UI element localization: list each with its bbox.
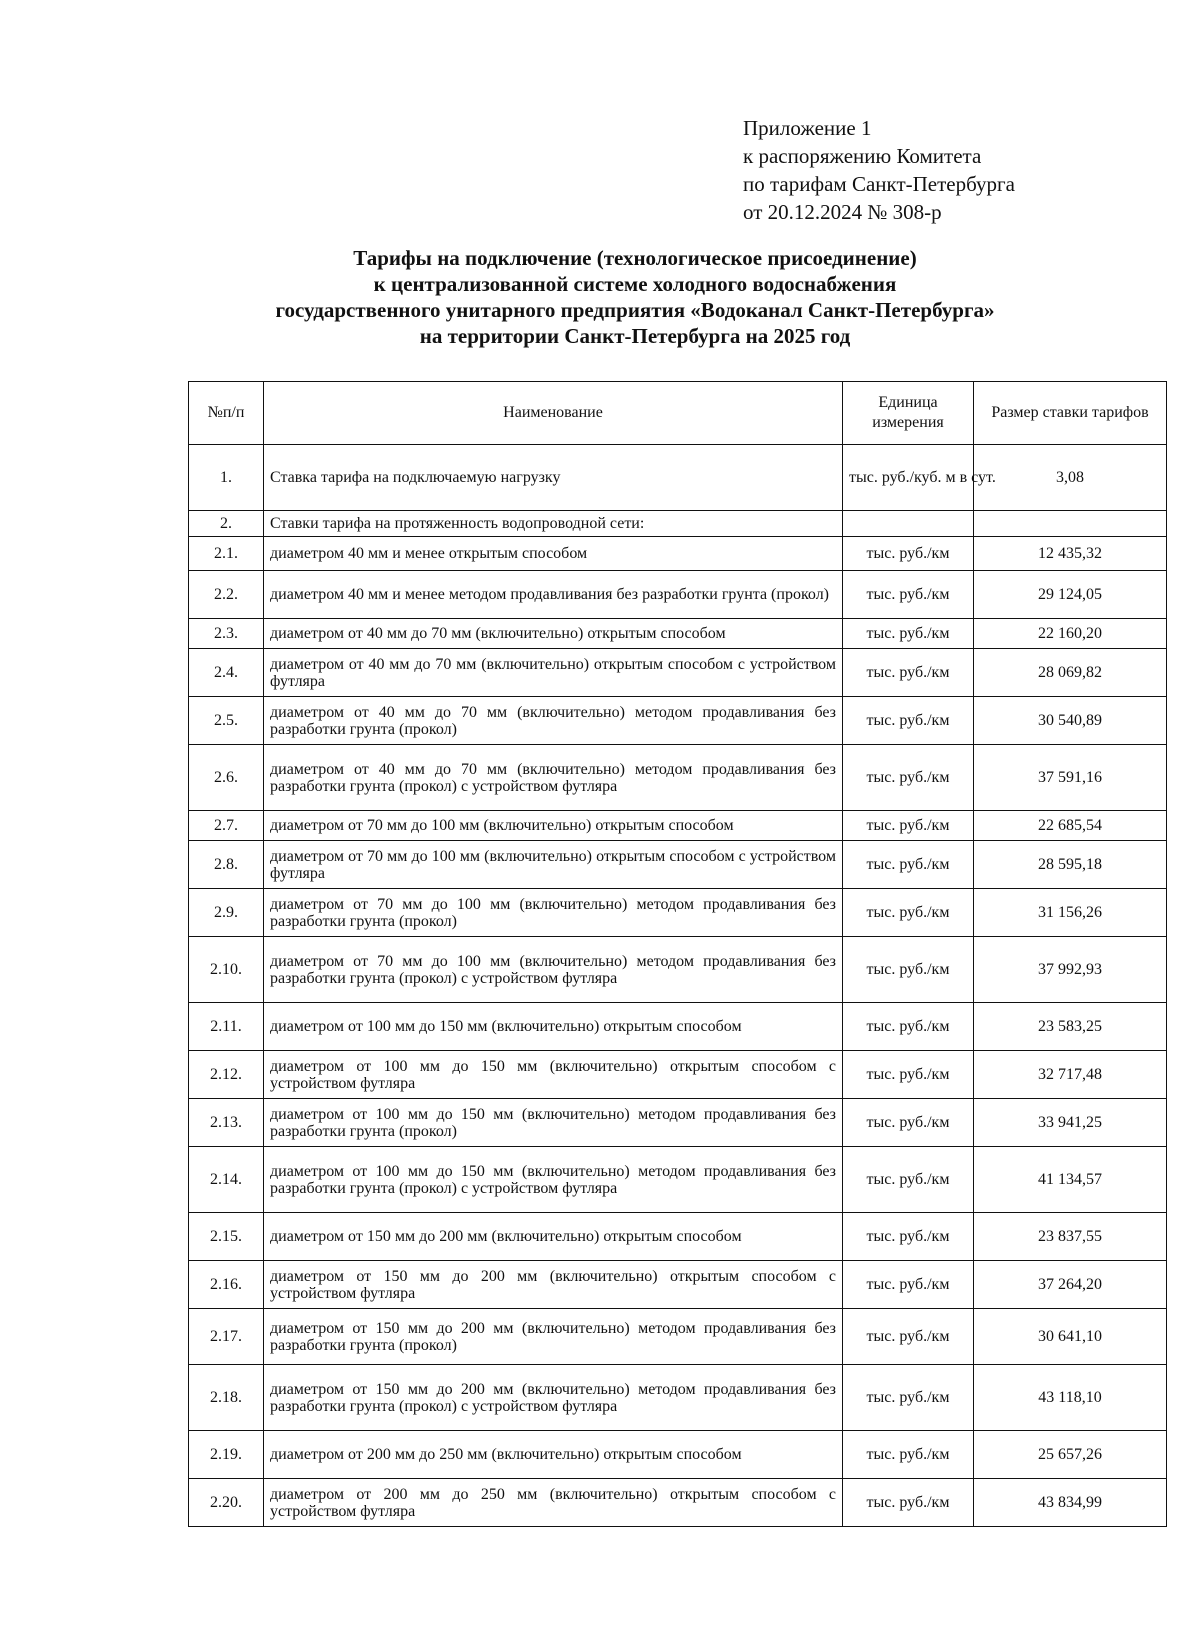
row-number: 2.9.: [189, 889, 264, 937]
row-value: 22 160,20: [974, 619, 1167, 649]
row-value: 31 156,26: [974, 889, 1167, 937]
row-number: 2.8.: [189, 841, 264, 889]
table-row: [189, 1099, 1167, 1147]
appendix-line: Приложение 1: [743, 116, 872, 140]
row-number: 2.19.: [189, 1431, 264, 1479]
table-body: [189, 445, 1167, 1527]
row-name: диаметром от 70 мм до 100 мм (включительно) открытым способом с устройством футляра: [264, 841, 843, 889]
header-name: Наименование: [264, 382, 843, 445]
table-row: [189, 619, 1167, 649]
row-name: диаметром от 40 мм до 70 мм (включительно) методом продавливания без разработки грунта (прокол): [264, 697, 843, 745]
row-value: 12 435,32: [974, 537, 1167, 571]
row-name: диаметром от 40 мм до 70 мм (включительно) методом продавливания без разработки грунта (прокол) с устройством футляра: [264, 745, 843, 811]
row-number: 2.13.: [189, 1099, 264, 1147]
row-name: диаметром от 150 мм до 200 мм (включительно) методом продавливания без разработки грунта (прокол) с устройством футляра: [264, 1365, 843, 1431]
row-value: 43 118,10: [974, 1365, 1167, 1431]
table-row: [189, 1309, 1167, 1365]
table-row: [189, 649, 1167, 697]
row-unit: тыс. руб./км: [843, 1147, 974, 1213]
table-row: [189, 811, 1167, 841]
row-unit: тыс. руб./км: [843, 1051, 974, 1099]
row-value: 41 134,57: [974, 1147, 1167, 1213]
table-row: [189, 1147, 1167, 1213]
row-name: диаметром от 40 мм до 70 мм (включительно) открытым способом: [264, 619, 843, 649]
row-unit: тыс. руб./км: [843, 571, 974, 619]
row-unit: тыс. руб./км: [843, 1431, 974, 1479]
row-unit: тыс. руб./км: [843, 937, 974, 1003]
row-value: 23 583,25: [974, 1003, 1167, 1051]
row-value: [974, 511, 1167, 537]
row-number: 2.16.: [189, 1261, 264, 1309]
row-number: 2.5.: [189, 697, 264, 745]
row-value: 30 540,89: [974, 697, 1167, 745]
row-value: 37 264,20: [974, 1261, 1167, 1309]
row-number: 2.15.: [189, 1213, 264, 1261]
row-unit: тыс. руб./км: [843, 1003, 974, 1051]
row-name: диаметром 40 мм и менее методом продавливания без разработки грунта (прокол): [264, 571, 843, 619]
title-line: Тарифы на подключение (технологическое присоединение): [353, 246, 917, 270]
row-name: диаметром от 40 мм до 70 мм (включительно) открытым способом с устройством футляра: [264, 649, 843, 697]
row-value: 23 837,55: [974, 1213, 1167, 1261]
row-name: диаметром от 100 мм до 150 мм (включительно) методом продавливания без разработки грунта (прокол): [264, 1099, 843, 1147]
document-title: [190, 245, 1080, 349]
row-value: 28 069,82: [974, 649, 1167, 697]
tariffs-table: [188, 381, 1167, 1527]
row-value: 37 591,16: [974, 745, 1167, 811]
row-number: 2.7.: [189, 811, 264, 841]
row-value: 30 641,10: [974, 1309, 1167, 1365]
row-unit: тыс. руб./км: [843, 537, 974, 571]
row-number: 2.18.: [189, 1365, 264, 1431]
table-row: [189, 1365, 1167, 1431]
title-line: на территории Санкт-Петербурга на 2025 год: [419, 324, 851, 348]
row-value: 43 834,99: [974, 1479, 1167, 1527]
row-name: диаметром от 200 мм до 250 мм (включительно) открытым способом: [264, 1431, 843, 1479]
row-unit: [843, 511, 974, 537]
row-number: 2.2.: [189, 571, 264, 619]
row-unit: тыс. руб./км: [843, 745, 974, 811]
row-value: 32 717,48: [974, 1051, 1167, 1099]
title-line: государственного унитарного предприятия «Водоканал Санкт-Петербурга»: [275, 298, 995, 322]
row-value: 29 124,05: [974, 571, 1167, 619]
header-num: №п/п: [189, 382, 264, 445]
row-unit: тыс. руб./км: [843, 841, 974, 889]
row-name: диаметром от 150 мм до 200 мм (включительно) методом продавливания без разработки грунта (прокол): [264, 1309, 843, 1365]
row-name: Ставка тарифа на подключаемую нагрузку: [264, 445, 843, 511]
row-name: диаметром от 150 мм до 200 мм (включительно) открытым способом с устройством футляра: [264, 1261, 843, 1309]
row-number: 2.6.: [189, 745, 264, 811]
row-unit: тыс. руб./км: [843, 1099, 974, 1147]
row-number: 2.: [189, 511, 264, 537]
appendix-line: от 20.12.2024 № 308-р: [743, 200, 942, 224]
row-unit: тыс. руб./км: [843, 811, 974, 841]
row-number: 2.11.: [189, 1003, 264, 1051]
row-unit: тыс. руб./км: [843, 697, 974, 745]
row-number: 2.3.: [189, 619, 264, 649]
table-row: [189, 1213, 1167, 1261]
row-number: 2.20.: [189, 1479, 264, 1527]
row-name: диаметром 40 мм и менее открытым способом: [264, 537, 843, 571]
row-value: 33 941,25: [974, 1099, 1167, 1147]
row-unit: тыс. руб./куб. м в сут.: [843, 445, 974, 511]
table-row: [189, 1003, 1167, 1051]
row-number: 1.: [189, 445, 264, 511]
row-value: 3,08: [974, 445, 1167, 511]
row-name: диаметром от 200 мм до 250 мм (включительно) открытым способом с устройством футляра: [264, 1479, 843, 1527]
table-row: [189, 889, 1167, 937]
row-number: 2.1.: [189, 537, 264, 571]
table-row: [189, 1479, 1167, 1527]
table-row: [189, 537, 1167, 571]
row-number: 2.4.: [189, 649, 264, 697]
table-row: [189, 1261, 1167, 1309]
row-unit: тыс. руб./км: [843, 1365, 974, 1431]
header-value: Размер ставки тарифов: [974, 382, 1167, 445]
row-unit: тыс. руб./км: [843, 1479, 974, 1527]
table-row: [189, 697, 1167, 745]
appendix-line: к распоряжению Комитета: [743, 144, 982, 168]
table-row: [189, 745, 1167, 811]
title-line: к централизованной системе холодного водоснабжения: [373, 272, 897, 296]
row-name: диаметром от 100 мм до 150 мм (включительно) открытым способом с устройством футляра: [264, 1051, 843, 1099]
table-row: [189, 445, 1167, 511]
row-unit: тыс. руб./км: [843, 619, 974, 649]
appendix-reference: [743, 114, 1015, 226]
row-number: 2.10.: [189, 937, 264, 1003]
row-number: 2.12.: [189, 1051, 264, 1099]
table-row: [189, 1051, 1167, 1099]
row-value: 28 595,18: [974, 841, 1167, 889]
row-name: диаметром от 70 мм до 100 мм (включительно) методом продавливания без разработки грунта (прокол) с устройством футляра: [264, 937, 843, 1003]
row-name: диаметром от 70 мм до 100 мм (включительно) методом продавливания без разработки грунта (прокол): [264, 889, 843, 937]
row-name: диаметром от 100 мм до 150 мм (включительно) методом продавливания без разработки грунта (прокол) с устройством футляра: [264, 1147, 843, 1213]
table-header-row: [189, 382, 1167, 445]
table-row: [189, 841, 1167, 889]
table-row: [189, 571, 1167, 619]
row-unit: тыс. руб./км: [843, 1213, 974, 1261]
row-unit: тыс. руб./км: [843, 889, 974, 937]
row-number: 2.14.: [189, 1147, 264, 1213]
row-unit: тыс. руб./км: [843, 1261, 974, 1309]
row-name: Ставки тарифа на протяженность водопроводной сети:: [264, 511, 843, 537]
header-unit: Единица измерения: [843, 382, 974, 445]
row-value: 22 685,54: [974, 811, 1167, 841]
row-value: 25 657,26: [974, 1431, 1167, 1479]
table-row: [189, 511, 1167, 537]
row-unit: тыс. руб./км: [843, 1309, 974, 1365]
row-name: диаметром от 70 мм до 100 мм (включительно) открытым способом: [264, 811, 843, 841]
appendix-line: по тарифам Санкт-Петербурга: [743, 172, 1015, 196]
table-row: [189, 937, 1167, 1003]
table-row: [189, 1431, 1167, 1479]
row-number: 2.17.: [189, 1309, 264, 1365]
row-value: 37 992,93: [974, 937, 1167, 1003]
row-unit: тыс. руб./км: [843, 649, 974, 697]
row-name: диаметром от 150 мм до 200 мм (включительно) открытым способом: [264, 1213, 843, 1261]
row-name: диаметром от 100 мм до 150 мм (включительно) открытым способом: [264, 1003, 843, 1051]
